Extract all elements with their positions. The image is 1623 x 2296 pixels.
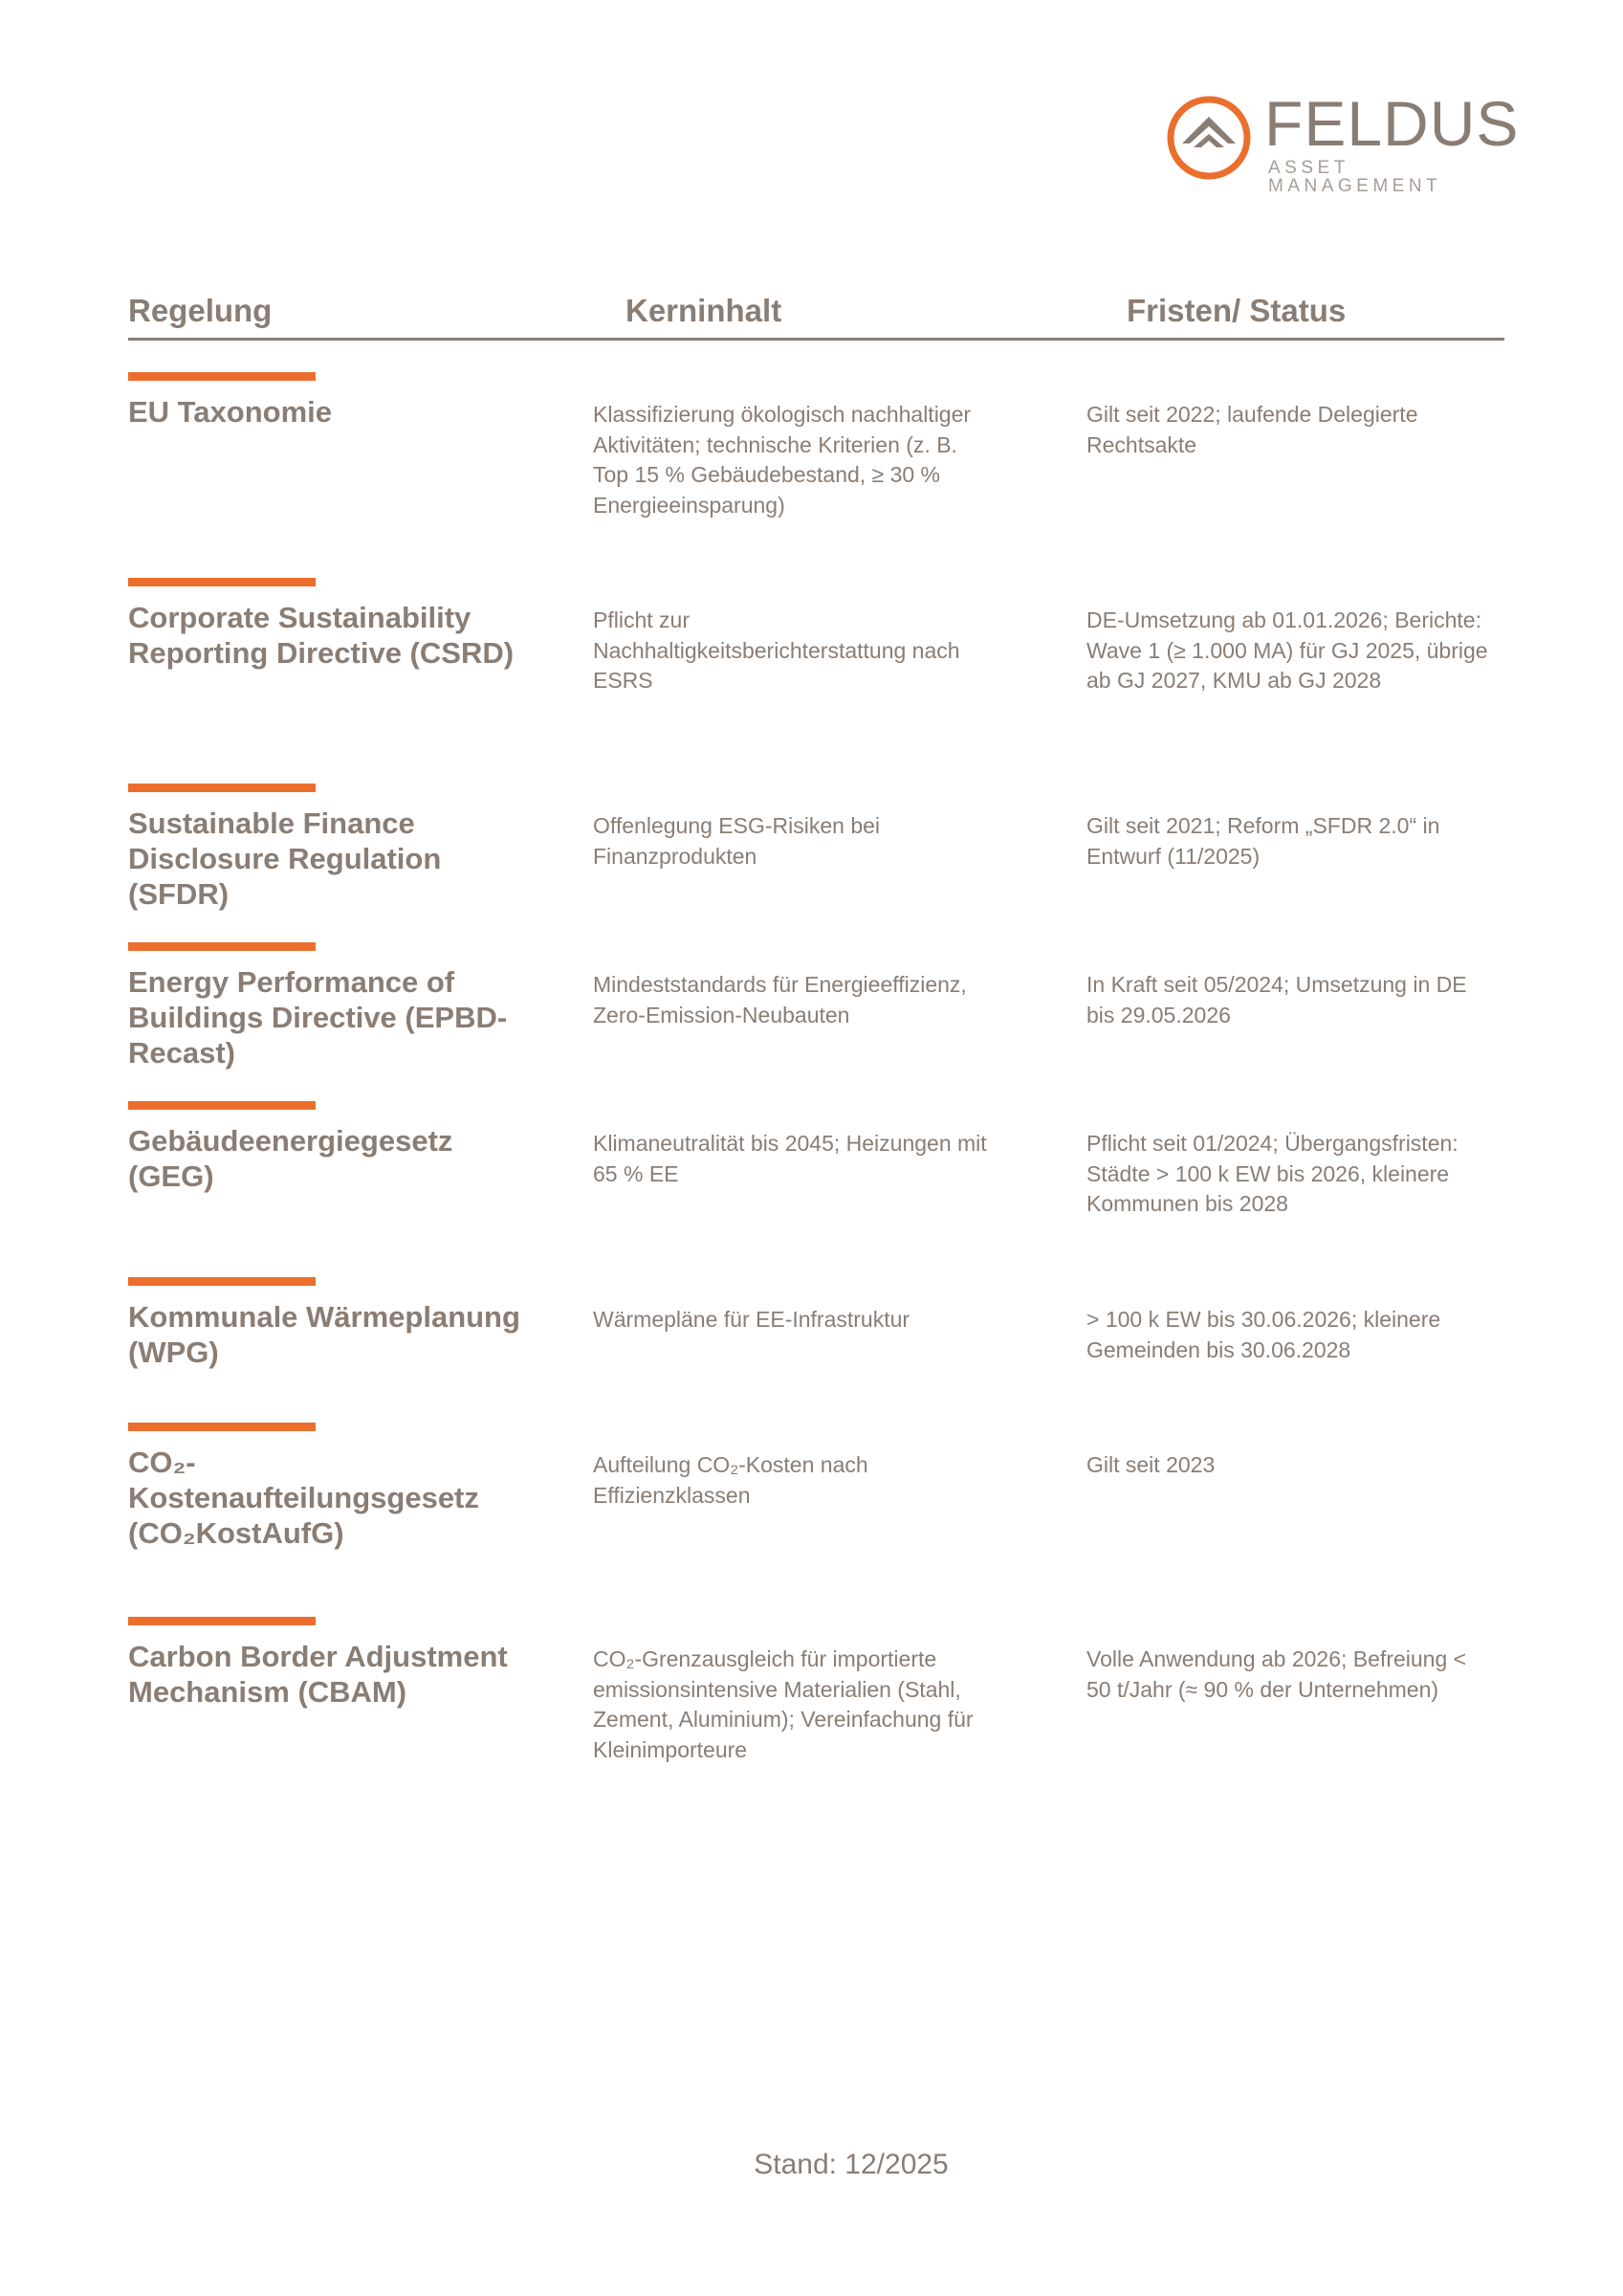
- row-name: Gebäudeenergiegesetz (GEG): [128, 1124, 453, 1193]
- company-logo: [1165, 88, 1520, 196]
- row-accent-bar: [128, 1423, 316, 1431]
- row-status: DE-Umsetzung ab 01.01.2026; Berichte: Wave 1 (≥ 1.000 MA) für GJ 2025, übrige ab GJ 2027, KMU ab GJ 2028: [1086, 607, 1488, 693]
- row-status: In Kraft seit 05/2024; Umsetzung in DE bis 29.05.2026: [1086, 972, 1467, 1027]
- row-name: Corporate Sustainability Reporting Directive (CSRD): [128, 601, 515, 670]
- row-content: Mindeststandards für Energieeffizienz, Zero-Emission-Neubauten: [593, 972, 967, 1027]
- row-accent-bar: [128, 372, 316, 381]
- row-status: Gilt seit 2023: [1086, 1452, 1216, 1477]
- row-name: Kommunale Wärmeplanung (WPG): [128, 1300, 520, 1369]
- header-regelung: Regelung: [128, 293, 273, 328]
- roof-circle-logo-icon: [1165, 94, 1253, 182]
- row-accent-bar: [128, 1101, 316, 1110]
- row-name: Energy Performance of Buildings Directive (EPBD-Recast): [128, 965, 508, 1070]
- header-kerninhalt: Kerninhalt: [625, 293, 782, 328]
- row-accent-bar: [128, 1617, 316, 1625]
- row-content: Offenlegung ESG-Risiken bei Finanzprodukten: [593, 813, 881, 869]
- row-status: Pflicht seit 01/2024; Übergangsfristen: Städte > 100 k EW bis 2026, kleinere Kommunen bis 2028: [1086, 1131, 1459, 1216]
- row-name: EU Taxonomie: [128, 395, 333, 429]
- row-name: Carbon Border Adjustment Mechanism (CBAM): [128, 1640, 508, 1709]
- row-content: Aufteilung CO₂-Kosten nach Effizienzklassen: [593, 1452, 868, 1508]
- row-accent-bar: [128, 1277, 316, 1286]
- footer-date: Stand: 12/2025: [754, 2149, 949, 2180]
- row-name: Sustainable Finance Disclosure Regulation (SFDR): [128, 806, 442, 911]
- row-content: Klassifizierung ökologisch nachhaltiger Aktivitäten; technische Kriterien (z. B. Top 15 % Gebäudebestand, ≥ 30 % Energieeinsparung): [593, 402, 972, 518]
- row-content: Wärmepläne für EE-Infrastruktur: [593, 1307, 910, 1332]
- row-status: Gilt seit 2021; Reform „SFDR 2.0“ in Entwurf (11/2025): [1086, 813, 1440, 869]
- row-status: Gilt seit 2022; laufende Delegierte Rechtsakte: [1086, 402, 1418, 457]
- row-content: Pflicht zur Nachhaltigkeitsberichterstattung nach ESRS: [593, 607, 960, 693]
- row-accent-bar: [128, 578, 316, 586]
- logo-subtitle: ASSET MANAGEMENT: [1268, 158, 1442, 196]
- row-status: > 100 k EW bis 30.06.2026; kleinere Gemeinden bis 30.06.2028: [1086, 1307, 1441, 1362]
- row-name: CO₂-Kostenaufteilungsgesetz (CO₂KostAufG): [128, 1446, 479, 1550]
- row-content: CO₂-Grenzausgleich für importierte emissionsintensive Materialien (Stahl, Zement, Aluminium); Vereinfachung für Kleinimporteure: [593, 1646, 974, 1762]
- header-fristen-status: Fristen/ Status: [1127, 293, 1347, 328]
- row-status: Volle Anwendung ab 2026; Befreiung < 50 t/Jahr (≈ 90 % der Unternehmen): [1086, 1646, 1467, 1702]
- row-accent-bar: [128, 784, 316, 792]
- header-divider: [128, 338, 1504, 341]
- row-accent-bar: [128, 942, 316, 951]
- logo-wordmark: FELDUS: [1264, 88, 1520, 159]
- row-content: Klimaneutralität bis 2045; Heizungen mit 65 % EE: [593, 1131, 987, 1186]
